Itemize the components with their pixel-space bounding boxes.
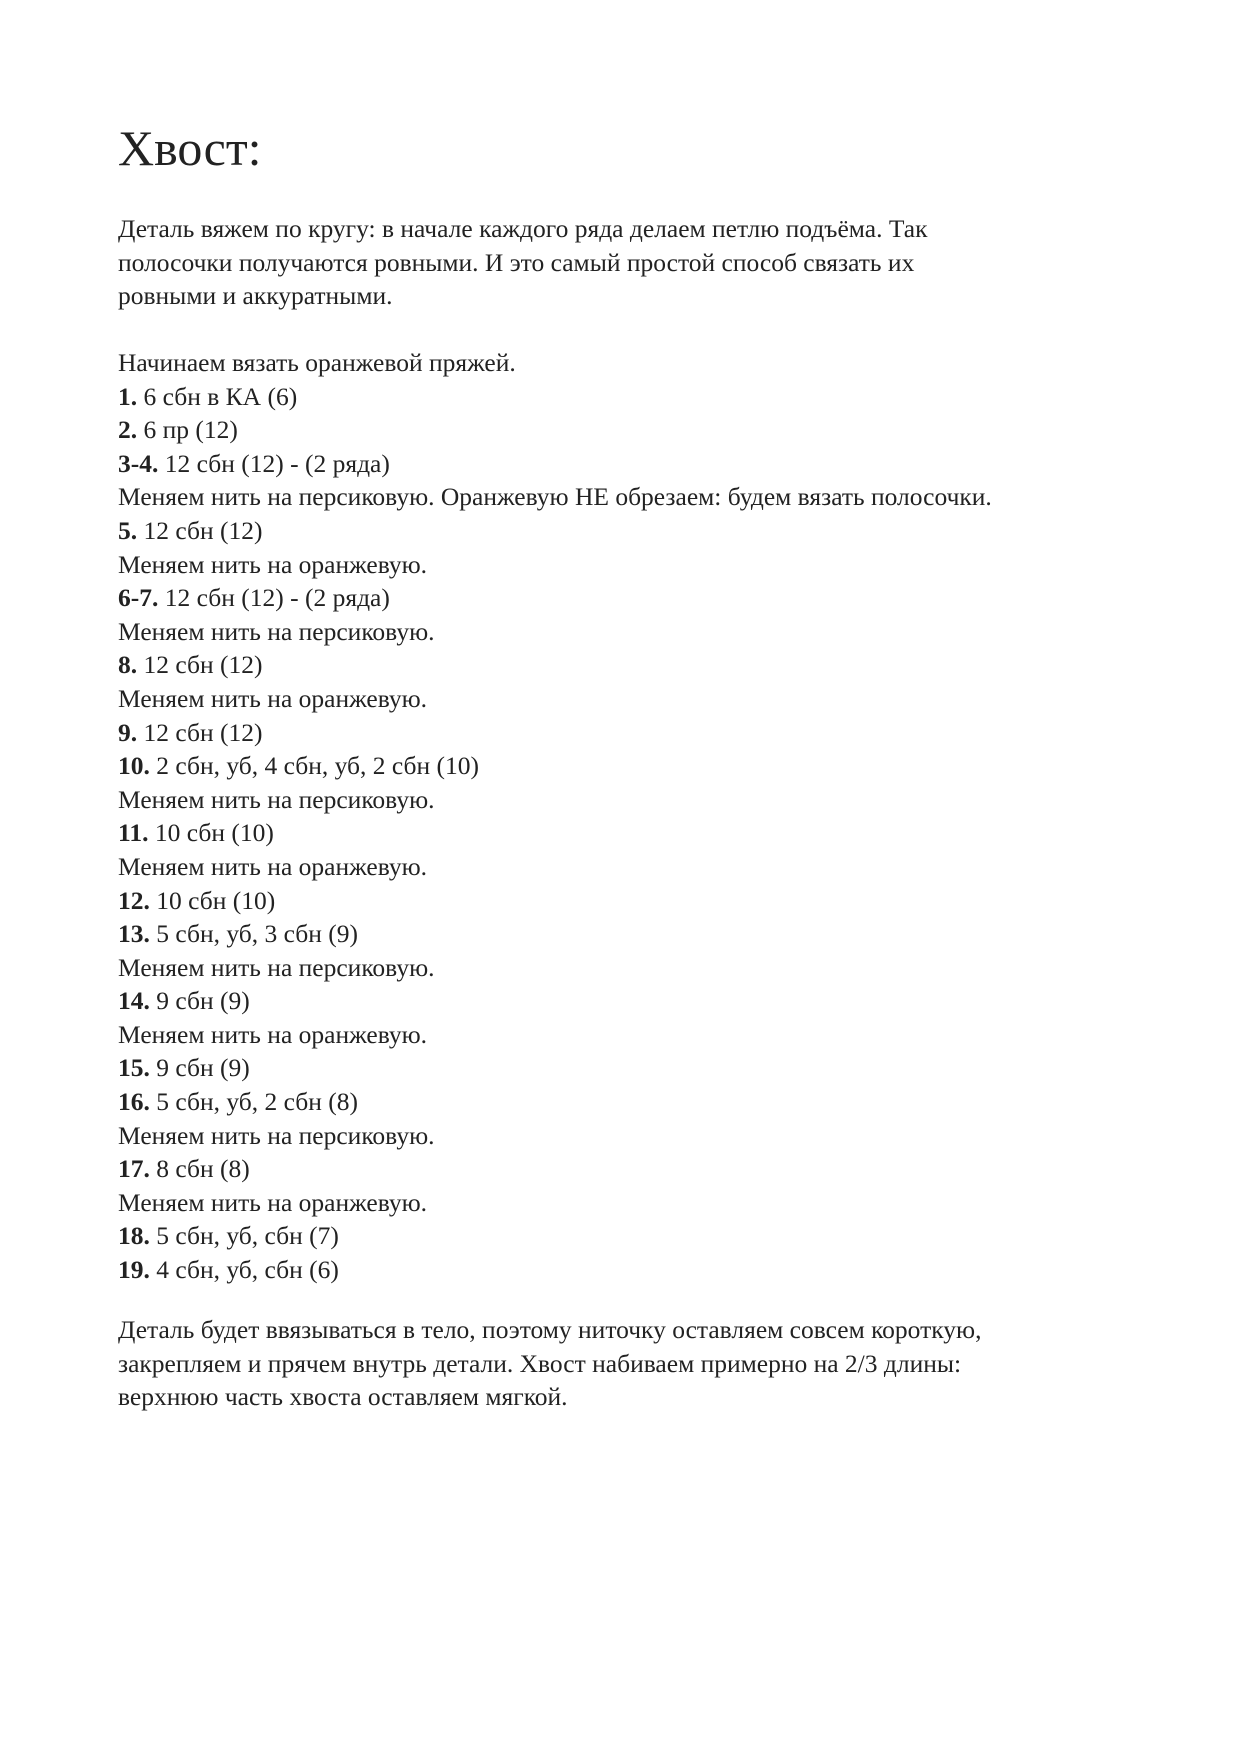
pattern-row bbox=[118, 514, 1128, 548]
pattern-row bbox=[118, 716, 1128, 750]
intro-paragraph bbox=[118, 212, 1128, 313]
pattern-row bbox=[118, 1085, 1128, 1119]
row-text: 6 сбн в КА (6) bbox=[137, 381, 298, 411]
row-text: Меняем нить на оранжевую. bbox=[118, 1019, 428, 1049]
row-text: 6 пр (12) bbox=[137, 415, 238, 445]
row-text: 4 сбн, уб, сбн (6) bbox=[149, 1255, 339, 1285]
row-text: 12 сбн (12) - (2 ряда) bbox=[158, 448, 390, 478]
row-text: 12 сбн (12) bbox=[137, 650, 263, 680]
row-text: 12 сбн (12) bbox=[137, 717, 263, 747]
pattern-row bbox=[118, 816, 1128, 850]
row-text: 8 сбн (8) bbox=[149, 1154, 250, 1184]
row-number: 2. bbox=[118, 415, 138, 445]
row-number: 14. bbox=[118, 986, 150, 1016]
row-number: 9. bbox=[118, 717, 138, 747]
intro-line: ровными и аккуратными. bbox=[118, 281, 393, 311]
pattern-row bbox=[118, 1219, 1128, 1253]
pattern-section bbox=[118, 346, 1128, 1287]
pattern-note bbox=[118, 1186, 1128, 1220]
row-text: Меняем нить на персиковую. bbox=[118, 616, 435, 646]
row-text: Меняем нить на оранжевую. bbox=[118, 683, 428, 713]
row-number: 1. bbox=[118, 381, 138, 411]
pattern-note bbox=[118, 548, 1128, 582]
row-number: 13. bbox=[118, 919, 150, 949]
row-number: 8. bbox=[118, 650, 138, 680]
outro-line: закрепляем и прячем внутрь детали. Хвост набиваем примерно на 2/3 длины: bbox=[118, 1348, 962, 1378]
row-number: 18. bbox=[118, 1221, 150, 1251]
row-text: 2 сбн, уб, 4 сбн, уб, 2 сбн (10) bbox=[149, 751, 480, 781]
pattern-rows bbox=[118, 380, 1128, 1287]
intro-line: Деталь вяжем по кругу: в начале каждого ряда делаем петлю подъёма. Так bbox=[118, 214, 928, 243]
row-number: 15. bbox=[118, 1053, 150, 1083]
row-text: Меняем нить на персиковую. bbox=[118, 1120, 435, 1150]
outro-line: Деталь будет ввязываться в тело, поэтому ниточку оставляем совсем короткую, bbox=[118, 1315, 982, 1344]
row-text: 9 сбн (9) bbox=[149, 1053, 250, 1083]
outro-line: верхнюю часть хвоста оставляем мягкой. bbox=[118, 1382, 568, 1412]
row-text: 5 сбн, уб, 3 сбн (9) bbox=[149, 919, 358, 949]
row-number: 5. bbox=[118, 515, 138, 545]
pattern-row bbox=[118, 447, 1128, 481]
pattern-row bbox=[118, 380, 1128, 414]
pattern-note bbox=[118, 783, 1128, 817]
row-number: 3-4. bbox=[118, 448, 159, 478]
pattern-row bbox=[118, 1253, 1128, 1287]
pattern-row bbox=[118, 984, 1128, 1018]
pattern-note bbox=[118, 682, 1128, 716]
row-text: 10 сбн (10) bbox=[149, 885, 276, 915]
pattern-note bbox=[118, 850, 1128, 884]
row-number: 16. bbox=[118, 1087, 150, 1117]
row-text: 5 сбн, уб, сбн (7) bbox=[149, 1221, 339, 1251]
row-text: Меняем нить на персиковую. bbox=[118, 784, 435, 814]
row-text: Меняем нить на оранжевую. bbox=[118, 549, 428, 579]
pattern-note bbox=[118, 1018, 1128, 1052]
row-text: 12 сбн (12) - (2 ряда) bbox=[158, 583, 390, 613]
pattern-row bbox=[118, 648, 1128, 682]
outro-paragraph bbox=[118, 1313, 1128, 1414]
row-text: Меняем нить на оранжевую. bbox=[118, 1187, 428, 1217]
pattern-row bbox=[118, 917, 1128, 951]
row-number: 12. bbox=[118, 885, 150, 915]
row-text: 9 сбн (9) bbox=[149, 986, 250, 1016]
page-title: Хвост: bbox=[118, 120, 262, 176]
row-text: Меняем нить на персиковую. Оранжевую НЕ обрезаем: будем вязать полосочки. bbox=[118, 482, 992, 512]
pattern-note bbox=[118, 615, 1128, 649]
pattern-note bbox=[118, 951, 1128, 985]
row-text: 10 сбн (10) bbox=[148, 818, 274, 848]
pattern-row bbox=[118, 1152, 1128, 1186]
pattern-start: Начинаем вязать оранжевой пряжей. bbox=[118, 348, 516, 377]
row-text: 5 сбн, уб, 2 сбн (8) bbox=[149, 1087, 358, 1117]
row-number: 6-7. bbox=[118, 583, 159, 613]
row-text: Меняем нить на оранжевую. bbox=[118, 851, 428, 881]
row-number: 19. bbox=[118, 1255, 150, 1285]
row-text: Меняем нить на персиковую. bbox=[118, 952, 435, 982]
row-number: 17. bbox=[118, 1154, 150, 1184]
intro-line: полосочки получаются ровными. И это самый простой способ связать их bbox=[118, 247, 915, 277]
pattern-row bbox=[118, 413, 1128, 447]
pattern-note bbox=[118, 1119, 1128, 1153]
row-number: 10. bbox=[118, 751, 150, 781]
pattern-row bbox=[118, 884, 1128, 918]
pattern-row bbox=[118, 749, 1128, 783]
pattern-row bbox=[118, 1051, 1128, 1085]
row-text: 12 сбн (12) bbox=[137, 515, 263, 545]
row-number: 11. bbox=[118, 818, 149, 848]
pattern-row bbox=[118, 581, 1128, 615]
pattern-note bbox=[118, 480, 1128, 514]
